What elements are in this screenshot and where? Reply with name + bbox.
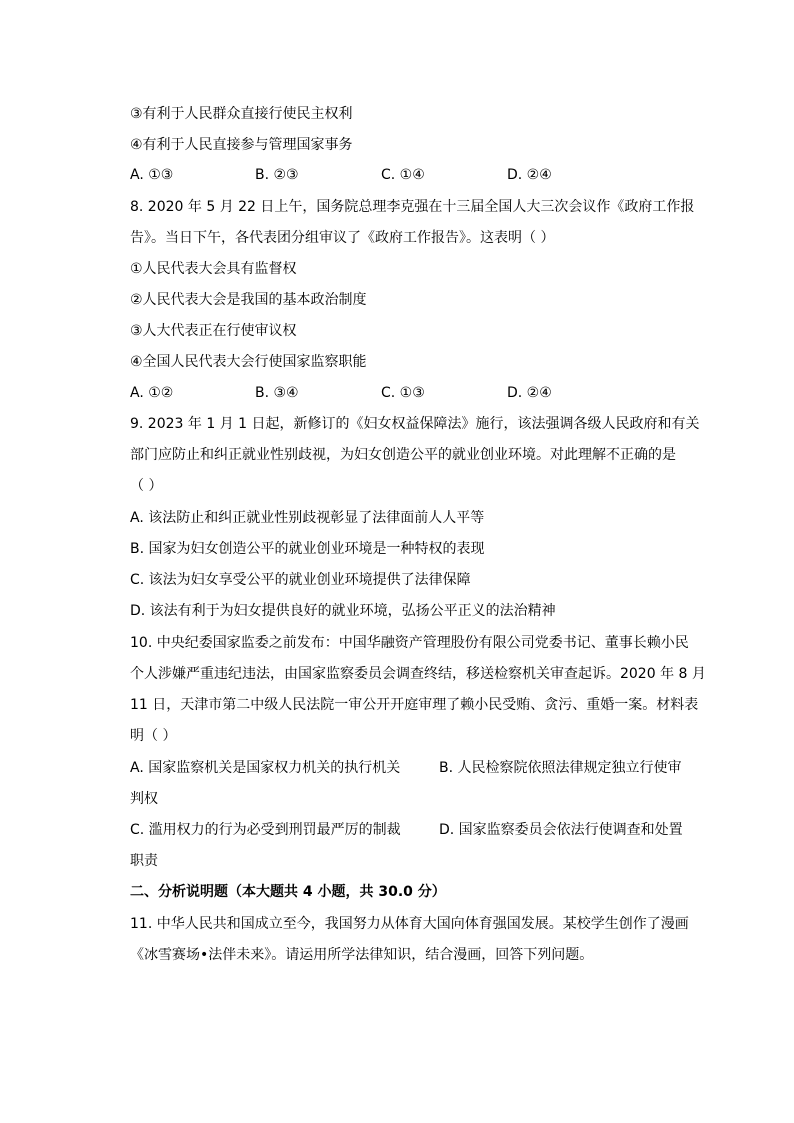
q7-choice-c: C. ①④ (381, 167, 425, 183)
q9-option-b: B. 国家为妇女创造公平的就业创业环境是一种特权的表现 (130, 541, 485, 557)
q7-option-4: ④有利于人民直接参与管理国家事务 (130, 137, 353, 153)
q9-option-c: C. 该法为妇女享受公平的就业创业环境提供了法律保障 (130, 572, 471, 588)
q7-choice-d: D. ②④ (507, 167, 552, 183)
q10-option-a: A. 国家监察机关是国家权力机关的执行机关 (130, 760, 401, 776)
q10-option-b-continued: 判权 (130, 791, 158, 807)
q8-choice-d: D. ②④ (507, 385, 552, 401)
q10-stem-line-1: 10. 中央纪委国家监委之前发布：中国华融资产管理股份有限公司党委书记、董事长赖小民 (130, 635, 689, 651)
q8-choice-c: C. ①③ (381, 385, 425, 401)
q10-stem-line-3: 11 日，天津市第二中级人民法院一审公开开庭审理了赖小民受贿、贪污、重婚一案。材料表 (130, 697, 699, 713)
q8-item-2: ②人民代表大会是我国的基本政治制度 (130, 292, 367, 308)
q8-item-1: ①人民代表大会具有监督权 (130, 261, 297, 277)
q8-choice-b: B. ③④ (255, 385, 299, 401)
q9-option-d: D. 该法有利于为妇女提供良好的就业环境，弘扬公平正义的法治精神 (130, 603, 556, 619)
q7-option-3: ③有利于人民群众直接行使民主权利 (130, 106, 353, 122)
q8-choice-a: A. ①② (130, 385, 174, 401)
q9-stem-line-1: 9. 2023 年 1 月 1 日起，新修订的《妇女权益保障法》施行，该法强调各级人民政府和有关 (130, 416, 700, 432)
q10-stem-line-4: 明（ ） (130, 728, 177, 744)
q10-stem-line-2: 个人涉嫌严重违纪违法，由国家监察委员会调查终结，移送检察机关审查起诉。2020 年 8 月 (130, 666, 706, 682)
q9-stem-line-3: （ ） (130, 478, 163, 494)
q8-item-4: ④全国人民代表大会行使国家监察职能 (130, 354, 367, 370)
q8-stem-line-1: 8. 2020 年 5 月 22 日上午，国务院总理李克强在十三届全国人大三次会议作《政府工作报 (130, 199, 695, 215)
q11-stem-line-2: 《冰雪赛场•法伴未来》。请运用所学法律知识，结合漫画，回答下列问题。 (130, 947, 594, 963)
q10-option-c: C. 滥用权力的行为必受到刑罚最严厉的制裁 (130, 822, 401, 838)
q10-option-d-continued: 职责 (130, 853, 158, 869)
q8-item-3: ③人大代表正在行使审议权 (130, 323, 297, 339)
q9-stem-line-2: 部门应防止和纠正就业性别歧视，为妇女创造公平的就业创业环境。对此理解不正确的是 (130, 447, 676, 463)
q9-option-a: A. 该法防止和纠正就业性别歧视彰显了法律面前人人平等 (130, 510, 485, 526)
section-heading-analysis: 二、分析说明题（本大题共 4 小题，共 30.0 分） (130, 884, 446, 900)
q11-stem-line-1: 11. 中华人民共和国成立至今，我国努力从体育大国向体育强国发展。某校学生创作了漫画 (130, 916, 689, 932)
q8-stem-line-2: 告》。当日下午，各代表团分组审议了《政府工作报告》。这表明（ ） (130, 230, 555, 246)
q10-option-d: D. 国家监察委员会依法行使调查和处置 (439, 822, 683, 838)
q10-option-b: B. 人民检察院依照法律规定独立行使审 (439, 760, 682, 776)
q7-choice-a: A. ①③ (130, 167, 174, 183)
q7-choice-b: B. ②③ (255, 167, 299, 183)
